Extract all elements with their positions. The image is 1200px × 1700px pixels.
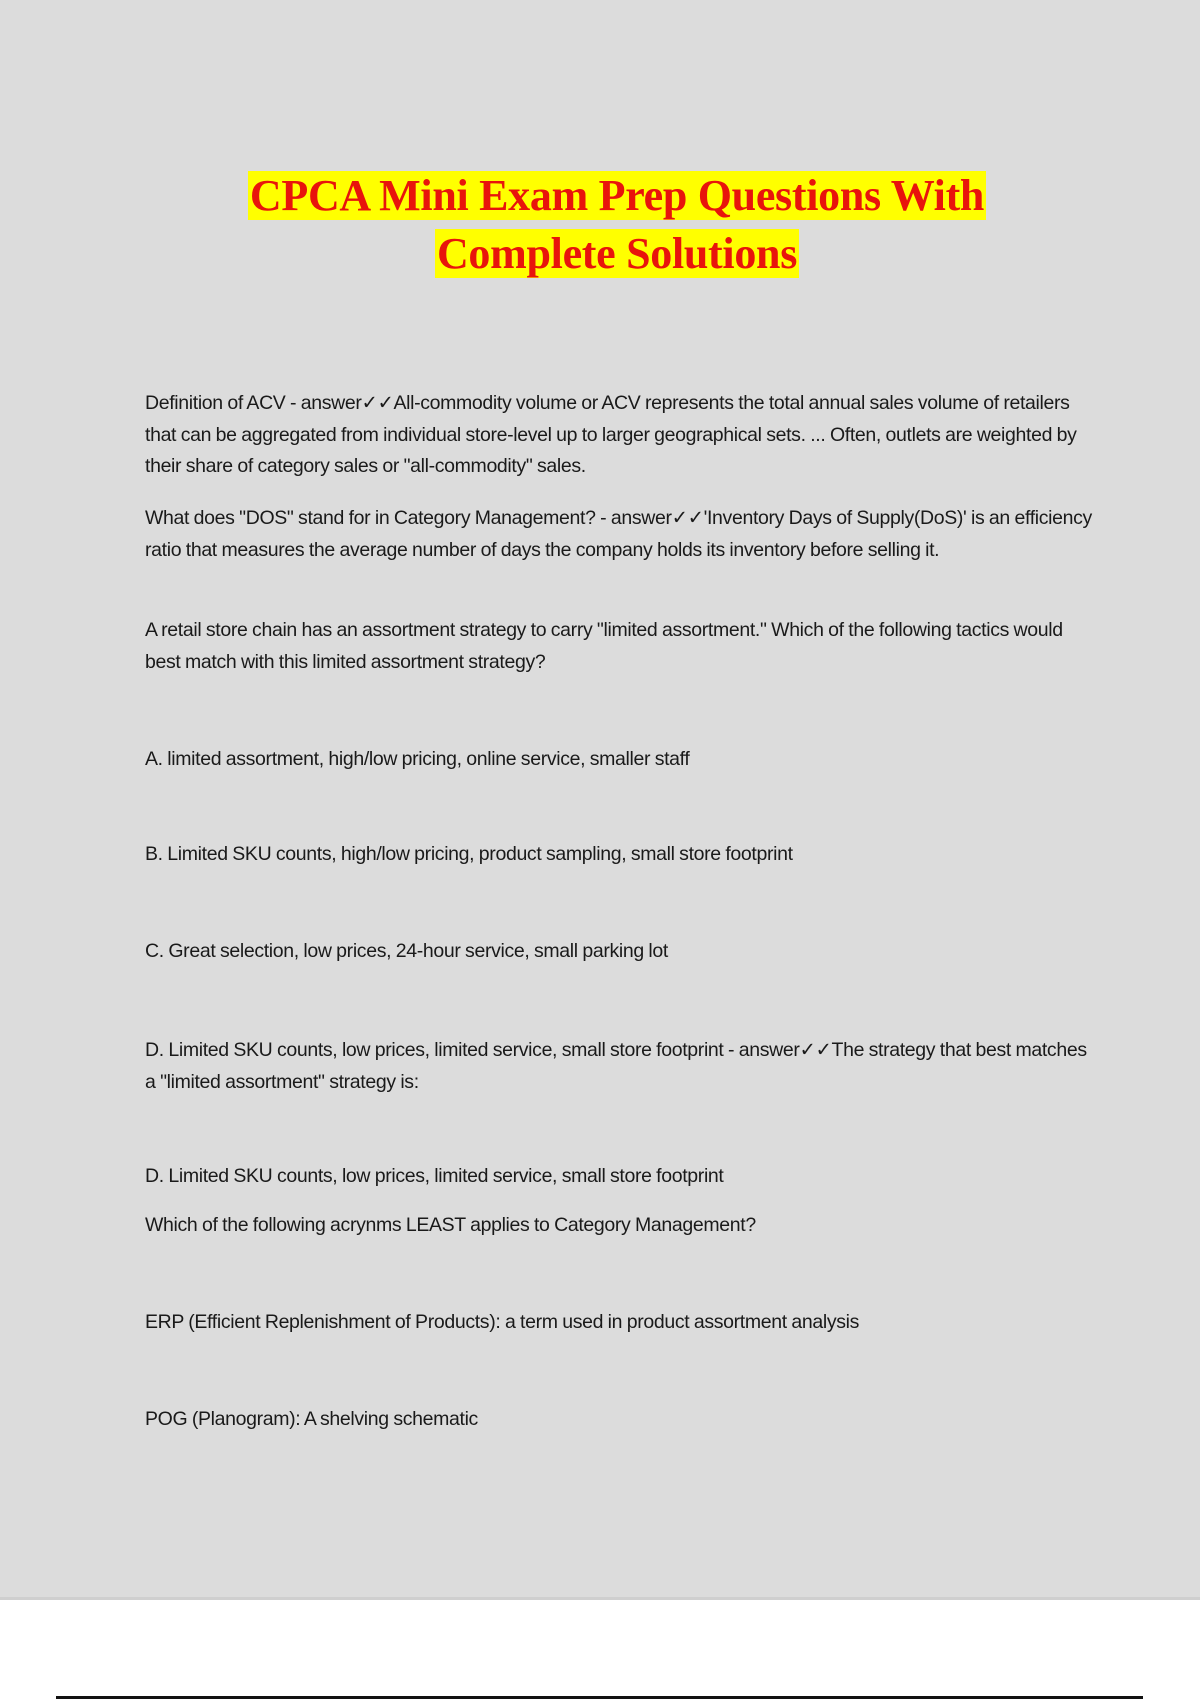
assortment-question-paragraph: A retail store chain has an assortment strategy to carry "limited assortment." Which of the following tactics would best match with this limited assortment strategy? — [145, 619, 1063, 673]
title-line-1: CPCA Mini Exam Prep Questions With — [249, 171, 985, 220]
acronym-question-paragraph: Which of the following acrynms LEAST applies to Category Management? — [145, 1214, 756, 1236]
option-c: C. Great selection, low prices, 24-hour service, small parking lot — [145, 940, 668, 962]
next-page-rule — [56, 1696, 1143, 1699]
pog-option: POG (Planogram): A shelving schematic — [145, 1408, 478, 1430]
title-line-2: Complete Solutions — [436, 229, 798, 278]
dos-question-paragraph: What does "DOS" stand for in Category Management? - answer✓✓'Inventory Days of Supply(DoS)' is an efficiency ratio that measures the average number of days the company holds its inventory before selling it. — [145, 507, 1092, 561]
erp-option: ERP (Efficient Replenishment of Products): a term used in product assortment analysis — [145, 1311, 860, 1333]
option-a: A. limited assortment, high/low pricing, online service, smaller staff — [145, 748, 690, 770]
answer-option-d: D. Limited SKU counts, low prices, limited service, small store footprint — [145, 1165, 724, 1187]
document-title — [0, 167, 1200, 283]
acv-definition-paragraph: Definition of ACV - answer✓✓All-commodity volume or ACV represents the total annual sales volume of retailers that can be aggregated from individual store-level up to larger geographical sets. ... Often, outlets are weighted by their share of category sales or "all-commodity" sales. — [145, 392, 1077, 477]
option-b: B. Limited SKU counts, high/low pricing, product sampling, small store footprint — [145, 843, 793, 865]
option-d-answer: D. Limited SKU counts, low prices, limited service, small store footprint - answer✓✓The strategy that best matches a "limited assortment" strategy is: — [145, 1039, 1087, 1093]
page-edge-divider — [0, 1597, 1200, 1600]
